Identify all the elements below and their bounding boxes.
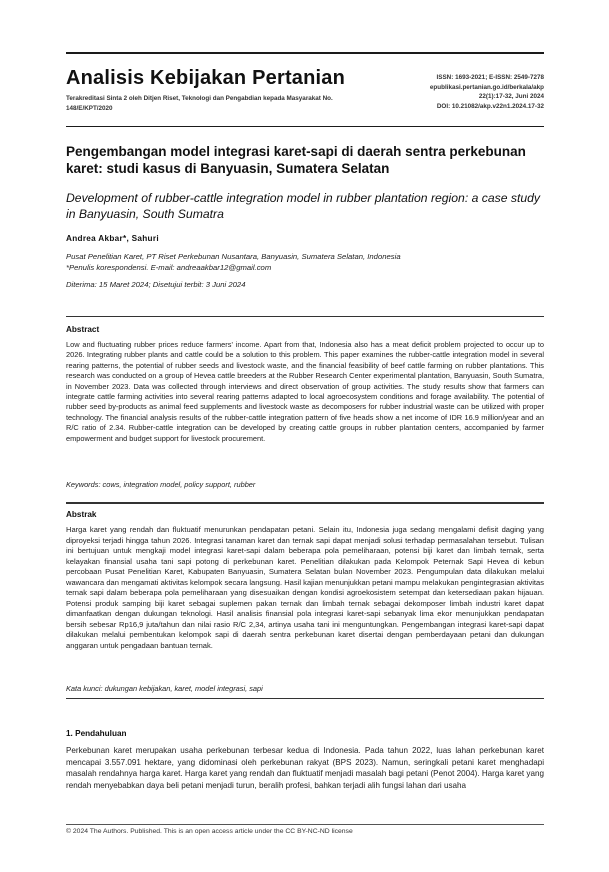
journal-accreditation: Terakreditasi Sinta 2 oleh Ditjen Riset, Teknologi dan Pengabdian kepada Masyarakat No. 148/E/KPT/2020 bbox=[66, 95, 333, 112]
article-dates: Diterima: 15 Maret 2024; Disetujui terbit: 3 Juni 2024 bbox=[66, 280, 246, 289]
abstract-box bbox=[66, 316, 544, 503]
journal-doi[interactable]: DOI: 10.21082/akp.v22n1.2024.17-32 bbox=[436, 102, 544, 110]
article-correspondence: *Penulis korespondensi. E-mail: andreaakbar12@gmail.com bbox=[66, 263, 272, 272]
abstrak-text: Harga karet yang rendah dan fluktuatif menurunkan pendapatan petani. Selain itu, Indonesia juga sedang mengalami defisit daging yang diproyeksi terjadi hingga tahun 2026. Integrasi tanaman karet dan ternak sapi dapat menjadi solusi terhadap permasalahan tersebut. Tulisan ini bertujuan untuk mengkaji model integrasi karet-sapi dalam beberapa pola pemeliharaan, potensi biji karet dan limbah ternak, serta kelayakan finansial usaha tani sapi potong di perkebunan karet. Penelitian dilakukan pada Kelompok Peternak Sapi Hevea di kebun percobaan Pusat Penelitian Karet, Kabupaten Banyuasin, Sumatera Selatan bulan November 2023. Pengumpulan data dilakukan melalui wawancara dan mengamati aktivitas kelompok secara langsung. Hasil kajian menunjukkan petani mampu melakukan pengintegrasian aktivitas ternak sapi dalam beberapa pola pemeliharaan yang disesuaikan dengan kondisi agroekosistem setempat dan ketersediaan pakan hijauan. Potensi produk samping biji karet sebagai suplemen pakan ternak dan limbah ternak sebagai dekomposer limbah industri karet dapat dimanfaatkan dengan dukungan teknologi. Hasil analisis finansial pola integrasi karet-sapi sebanyak lima ekor menunjukkan pendapatan bersih sebesar Rp16,9 juta/tahun dan nilai rasio R/C 2,34, artinya usaha tani ini menguntungkan. Pengembangan integrasi karet-sapi dapat dilakukan melalui pembentukan kelompok sapi di daerah sentra perkebunan karet disertai dengan pemberdayaan petani dan dukungan anggaran untuk pengadaan bantuan ternak. bbox=[66, 525, 544, 650]
article-title-en: Development of rubber-cattle integration model in rubber plantation region: a case study in Banyuasin, South Sumatra bbox=[66, 191, 541, 221]
section-heading: 1. Pendahuluan bbox=[66, 729, 127, 738]
abstract-keywords: Keywords: cows, integration model, policy support, rubber bbox=[66, 480, 256, 489]
abstrak-heading: Abstrak bbox=[66, 510, 97, 519]
journal-title: Analisis Kebijakan Pertanian bbox=[66, 67, 346, 89]
abstract-text: Low and fluctuating rubber prices reduce farmers' income. Apart from that, Indonesia also has a meat deficit problem projected to occur up to 2026. Integrating rubber plants and cattle could be a solution to this problem. This paper examines the rubber-cattle integration model in several rearing patterns, the potential of rubber seeds and livestock waste, and the financial feasibility of beef cattle farming on rubber plantations. This research was conducted on a group of Hevea cattle breeders at the Rubber Research Center experimental plantation, Banyuasin, South Sumatra, in November 2023. Data was collected through interviews and direct observation of group activities. The study results show that farmers can integrate cattle farming activities into several rearing patterns adapted to local agroecosystem conditions and forage availability. The potential of rubber seed by-products as animal feed supplements and livestock waste as decomposers for rubber industrial waste can be utilized with proper technology. The financial analysis results of the rubber-cattle integration pattern of five heads show a net income of IDR 16.9 million/year and an R/C ratio of 2.34. Rubber-cattle integration can be developed by creating cattle groups in rubber plantation centers, accompanied by farmer empowerment and budget support for livestock procurement. bbox=[66, 340, 544, 443]
article-affiliation-block bbox=[66, 251, 544, 273]
footer-rule bbox=[66, 824, 544, 825]
article-authors: Andrea Akbar*, Sahuri bbox=[66, 234, 159, 243]
header-divider bbox=[66, 126, 544, 127]
journal-volume: 22(1):17-32, Juni 2024 bbox=[478, 93, 544, 101]
header-rule bbox=[66, 52, 544, 54]
journal-url[interactable]: epublikasi.pertanian.go.id/berkala/akp bbox=[429, 83, 544, 91]
section-body: Perkebunan karet merupakan usaha perkebunan terbesar kedua di Indonesia. Pada tahun 2022, luas lahan perkebunan karet mencapai 3.557.091 hektare, yang didominasi oleh perkebunan rakyat (BPS 2023). Namun, seringkali petani karet menghadapi masalah rendahnya harga karet. Harga karet yang rendah dan fluktuatif menjadi masalah bagi petani (Penot 2004). Harga karet yang rendah menyebabkan daya beli petani menjadi turun, beralih profesi, bahkan terjadi alih fungsi lahan dari usaha bbox=[66, 746, 544, 791]
abstrak-keywords: Kata kunci: dukungan kebijakan, karet, model integrasi, sapi bbox=[66, 684, 263, 693]
abstrak-box bbox=[66, 503, 544, 699]
article-title-id: Pengembangan model integrasi karet-sapi di daerah sentra perkebunan karet: studi kasus di Banyuasin, Sumatera Selatan bbox=[66, 144, 526, 176]
journal-meta bbox=[324, 73, 544, 111]
license-footer: © 2024 The Authors. Published. This is an open access article under the CC BY-NC-ND license bbox=[66, 828, 353, 835]
journal-issn: ISSN: 1693-2021; E-ISSN: 2549-7278 bbox=[436, 74, 544, 81]
abstract-heading: Abstract bbox=[66, 325, 100, 334]
article-affiliation: Pusat Penelitian Karet, PT Riset Perkebunan Nusantara, Banyuasin, Sumatera Selatan, Indonesia bbox=[66, 252, 401, 261]
